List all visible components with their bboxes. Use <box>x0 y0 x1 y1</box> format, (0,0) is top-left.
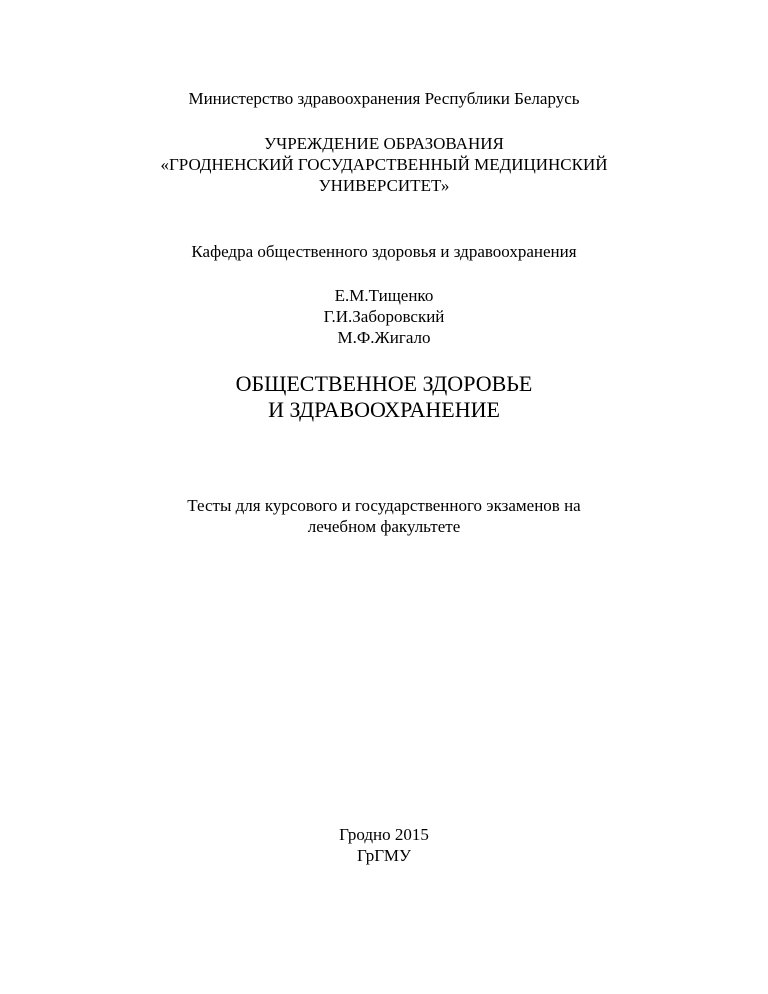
ministry-name: Министерство здравоохранения Республики Беларусь <box>188 89 580 108</box>
author-1: Е.М.Тищенко <box>334 286 434 305</box>
author-3: М.Ф.Жигало <box>337 328 431 347</box>
publisher: ГрГМУ <box>356 846 411 865</box>
institution-line-2: «ГРОДНЕНСКИЙ ГОСУДАРСТВЕННЫЙ МЕДИЦИНСКИЙ <box>160 155 608 174</box>
book-title-line-2: И ЗДРАВООХРАНЕНИЕ <box>268 397 500 422</box>
book-title-line-1: ОБЩЕСТВЕННОЕ ЗДОРОВЬЕ <box>235 371 533 396</box>
department-name: Кафедра общественного здоровья и здравоохранения <box>191 242 577 261</box>
subtitle-line-1: Тесты для курсового и государственного экзаменов на <box>187 496 581 515</box>
subtitle-line-2: лечебном факультете <box>307 517 461 536</box>
author-2: Г.И.Заборовский <box>323 307 445 326</box>
city-year: Гродно 2015 <box>339 825 429 844</box>
institution-line-3: УНИВЕРСИТЕТ» <box>318 176 450 195</box>
institution-line-1: УЧРЕЖДЕНИЕ ОБРАЗОВАНИЯ <box>264 134 504 153</box>
